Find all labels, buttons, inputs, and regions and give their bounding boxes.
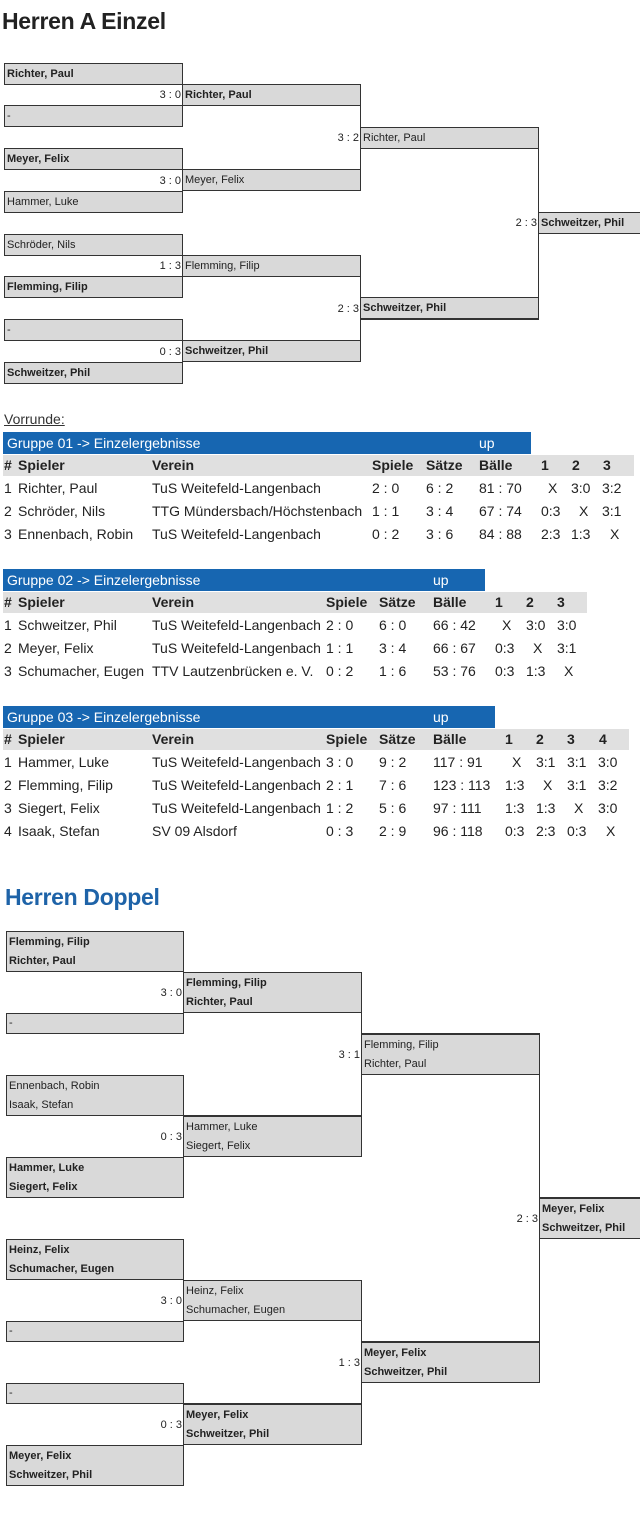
result: 3:1: [602, 503, 622, 519]
match-score: 1 : 3: [159, 260, 181, 272]
result: 1:3: [505, 777, 525, 793]
player-name: Flemming, Filip: [364, 1039, 439, 1051]
player-name: Siegert, Felix: [9, 1181, 78, 1193]
result: X: [579, 503, 589, 519]
player-name: Schweitzer, Phil: [9, 1469, 93, 1481]
player-name: Schröder, Nils: [18, 503, 106, 519]
match-score: 3 : 0: [159, 175, 181, 187]
result: X: [512, 754, 522, 770]
column-header: 3: [567, 731, 575, 747]
result: 3:1: [557, 640, 577, 656]
rank: 3: [4, 800, 12, 816]
up-link[interactable]: up: [433, 572, 449, 588]
sets: 9 : 2: [379, 754, 407, 770]
doubles-r1-slot: [6, 1445, 184, 1486]
bracket-line: [538, 148, 539, 213]
result: X: [610, 526, 620, 542]
column-header: Verein: [152, 457, 195, 473]
result: 0:3: [495, 640, 515, 656]
result: X: [543, 777, 553, 793]
result: 0:3: [505, 823, 525, 839]
player-name: Schumacher, Eugen: [186, 1304, 286, 1316]
result: 3:2: [598, 777, 618, 793]
bracket-line: [539, 1074, 540, 1198]
match-score: 0 : 3: [160, 1419, 182, 1431]
group-header[interactable]: [3, 569, 485, 591]
result: 0:3: [541, 503, 561, 519]
player-name: Meyer, Felix: [364, 1347, 427, 1359]
bracket-line: [538, 233, 539, 298]
games: 0 : 2: [326, 663, 354, 679]
balls: 66 : 42: [433, 617, 476, 633]
player-name: Richter, Paul: [363, 132, 426, 144]
doubles-r2-slot: [183, 1404, 362, 1445]
doubles-r1-slot: [6, 1321, 184, 1342]
column-header: Bälle: [433, 594, 467, 610]
final-score: 2 : 3: [515, 217, 537, 229]
up-link[interactable]: up: [479, 435, 495, 451]
sets: 3 : 6: [426, 526, 454, 542]
match-score: 3 : 0: [160, 1295, 182, 1307]
player-name: Hammer, Luke: [18, 754, 110, 770]
singles-title: Herren A Einzel: [2, 8, 166, 34]
result: 3:2: [602, 480, 622, 496]
rank: 1: [4, 617, 12, 633]
club: TuS Weitefeld-Langenbach: [152, 777, 321, 793]
result: 1:3: [526, 663, 546, 679]
games: 1 : 1: [326, 640, 354, 656]
bracket-line: [360, 105, 361, 127]
singles-r3-slot: [360, 127, 539, 149]
match-score: 0 : 3: [159, 346, 181, 358]
player-name: Schröder, Nils: [7, 239, 76, 251]
column-header: Spieler: [18, 457, 65, 473]
column-header: Verein: [152, 731, 195, 747]
player-name: Flemming, Filip: [7, 281, 88, 293]
singles-r1-slot: [4, 276, 183, 298]
column-header: #: [4, 457, 12, 473]
player-name: Richter, Paul: [185, 89, 252, 101]
player-name: Flemming, Filip: [185, 260, 260, 272]
player-name: Meyer, Felix: [185, 174, 245, 186]
column-header: Bälle: [433, 731, 467, 747]
group-title: Gruppe 01 -> Einzelergebnisse: [7, 435, 201, 451]
result: 3:1: [536, 754, 556, 770]
column-header: 4: [599, 731, 607, 747]
balls: 66 : 67: [433, 640, 476, 656]
column-header: 1: [541, 457, 549, 473]
column-header: Sätze: [379, 594, 416, 610]
player-name: Schweitzer, Phil: [185, 345, 269, 357]
match-score: 0 : 3: [160, 1131, 182, 1143]
player-name: Meyer, Felix: [542, 1203, 605, 1215]
club: TuS Weitefeld-Langenbach: [152, 640, 321, 656]
result: 1:3: [536, 800, 556, 816]
result: X: [574, 800, 584, 816]
rank: 3: [4, 526, 12, 542]
column-header: 2: [536, 731, 544, 747]
doubles-r1-slot: [6, 1239, 184, 1280]
match-score: 3 : 0: [160, 987, 182, 999]
column-header: #: [4, 731, 12, 747]
player-name: Isaak, Stefan: [9, 1099, 74, 1111]
player-name: Meyer, Felix: [18, 640, 94, 656]
result: 3:0: [598, 800, 618, 816]
singles-r2-slot: [182, 169, 361, 191]
player-name: Flemming, Filip: [18, 777, 113, 793]
player-name: Richter, Paul: [7, 68, 74, 80]
bracket-line: [361, 319, 539, 320]
doubles-r1-slot: [6, 931, 184, 972]
doubles-r1-slot: [6, 1383, 184, 1404]
player-name: Flemming, Filip: [186, 977, 267, 989]
singles-r1-slot: [4, 191, 183, 213]
column-header: Spieler: [18, 594, 65, 610]
column-header: 1: [505, 731, 513, 747]
player-name: Meyer, Felix: [7, 153, 70, 165]
player-name: Schweitzer, Phil: [542, 1222, 626, 1234]
table-header: [3, 455, 634, 476]
bracket-line: [539, 1238, 540, 1342]
column-header: #: [4, 594, 12, 610]
player-name: -: [7, 110, 11, 122]
singles-final-slot: [538, 212, 640, 234]
games: 2 : 0: [372, 480, 400, 496]
singles-r2-slot: [182, 340, 361, 362]
column-header: Spieler: [18, 731, 65, 747]
player-name: Siegert, Felix: [186, 1140, 251, 1152]
player-name: Richter, Paul: [9, 955, 76, 967]
group-header[interactable]: [3, 432, 531, 454]
games: 3 : 0: [326, 754, 354, 770]
result: 3:0: [598, 754, 618, 770]
balls: 67 : 74: [479, 503, 522, 519]
group-title: Gruppe 03 -> Einzelergebnisse: [7, 709, 201, 725]
column-header: 1: [495, 594, 503, 610]
player-name: Meyer, Felix: [9, 1450, 72, 1462]
singles-r3-slot: [360, 297, 539, 319]
singles-r1-slot: [4, 362, 183, 384]
player-name: -: [7, 324, 11, 336]
column-header: 3: [557, 594, 565, 610]
column-header: Verein: [152, 594, 195, 610]
match-score: 1 : 3: [338, 1357, 360, 1369]
sets: 3 : 4: [426, 503, 454, 519]
singles-r2-slot: [182, 255, 361, 277]
club: TuS Weitefeld-Langenbach: [152, 617, 321, 633]
doubles-final-slot: [539, 1198, 640, 1239]
player-name: Schweitzer, Phil: [7, 367, 91, 379]
column-header: Sätze: [426, 457, 463, 473]
games: 1 : 1: [372, 503, 400, 519]
bracket-line: [360, 148, 361, 190]
result: 1:3: [505, 800, 525, 816]
games: 0 : 3: [326, 823, 354, 839]
club: TuS Weitefeld-Langenbach: [152, 480, 321, 496]
column-header: Bälle: [479, 457, 513, 473]
player-name: Heinz, Felix: [186, 1285, 244, 1297]
up-link[interactable]: up: [433, 709, 449, 725]
sets: 6 : 0: [379, 617, 407, 633]
bracket-line: [361, 1074, 362, 1116]
result: X: [564, 663, 574, 679]
player-name: Flemming, Filip: [9, 936, 90, 948]
result: 3:1: [567, 754, 587, 770]
result: 3:0: [571, 480, 591, 496]
player-name: Richter, Paul: [18, 480, 98, 496]
rank: 1: [4, 480, 12, 496]
column-header: Spiele: [326, 731, 368, 747]
player-name: Meyer, Felix: [186, 1409, 249, 1421]
match-score: 2 : 3: [337, 303, 359, 315]
rank: 2: [4, 640, 12, 656]
doubles-r1-slot: [6, 1013, 184, 1034]
singles-r1-slot: [4, 319, 183, 341]
balls: 96 : 118: [433, 823, 483, 839]
result: 3:1: [567, 777, 587, 793]
result: X: [502, 617, 512, 633]
doubles-r2-slot: [183, 1280, 362, 1321]
rank: 2: [4, 503, 12, 519]
doubles-r1-slot: [6, 1157, 184, 1198]
player-name: Ennenbach, Robin: [9, 1080, 100, 1092]
singles-r1-slot: [4, 234, 183, 256]
result: 1:3: [571, 526, 591, 542]
player-name: Ennenbach, Robin: [18, 526, 134, 542]
doubles-r3-slot: [361, 1034, 540, 1075]
singles-r1-slot: [4, 63, 183, 85]
bracket-line: [361, 1012, 362, 1034]
player-name: Hammer, Luke: [186, 1121, 258, 1133]
sets: 2 : 9: [379, 823, 407, 839]
column-header: Sätze: [379, 731, 416, 747]
balls: 53 : 76: [433, 663, 476, 679]
player-name: Isaak, Stefan: [18, 823, 100, 839]
balls: 84 : 88: [479, 526, 522, 542]
player-name: Siegert, Felix: [18, 800, 100, 816]
column-header: Spiele: [326, 594, 368, 610]
doubles-title: Herren Doppel: [5, 884, 160, 910]
rank: 2: [4, 777, 12, 793]
club: TTG Mündersbach/Höchstenbach: [152, 503, 363, 519]
games: 0 : 2: [372, 526, 400, 542]
group-title: Gruppe 02 -> Einzelergebnisse: [7, 572, 201, 588]
sets: 5 : 6: [379, 800, 407, 816]
doubles-r3-slot: [361, 1342, 540, 1383]
result: 3:0: [526, 617, 546, 633]
player-name: Schweitzer, Phil: [363, 302, 447, 314]
final-score: 2 : 3: [516, 1213, 538, 1225]
player-name: -: [9, 1325, 13, 1337]
group-header[interactable]: [3, 706, 495, 728]
player-name: Richter, Paul: [186, 996, 253, 1008]
games: 2 : 1: [326, 777, 354, 793]
bracket-line: [361, 1382, 362, 1404]
bracket-line: [360, 276, 361, 298]
column-header: 2: [572, 457, 580, 473]
player-name: Hammer, Luke: [9, 1162, 85, 1174]
player-name: Schweitzer, Phil: [364, 1366, 448, 1378]
games: 2 : 0: [326, 617, 354, 633]
match-score: 3 : 2: [337, 132, 359, 144]
club: TuS Weitefeld-Langenbach: [152, 754, 321, 770]
games: 1 : 2: [326, 800, 354, 816]
balls: 97 : 111: [433, 800, 482, 816]
vorrunde-label: Vorrunde:: [4, 411, 65, 427]
match-score: 3 : 1: [338, 1049, 360, 1061]
result: X: [533, 640, 543, 656]
match-score: 3 : 0: [159, 89, 181, 101]
bracket-line: [361, 1320, 362, 1342]
club: SV 09 Alsdorf: [152, 823, 237, 839]
singles-r1-slot: [4, 105, 183, 127]
result: 2:3: [541, 526, 561, 542]
column-header: 2: [526, 594, 534, 610]
result: 2:3: [536, 823, 556, 839]
player-name: Schweitzer, Phil: [18, 617, 117, 633]
result: 0:3: [567, 823, 587, 839]
result: X: [548, 480, 558, 496]
sets: 1 : 6: [379, 663, 407, 679]
doubles-r2-slot: [183, 972, 362, 1013]
rank: 1: [4, 754, 12, 770]
bracket-line: [360, 319, 361, 341]
result: 0:3: [495, 663, 515, 679]
player-name: Hammer, Luke: [7, 196, 79, 208]
sets: 3 : 4: [379, 640, 407, 656]
club: TuS Weitefeld-Langenbach: [152, 526, 321, 542]
player-name: Schumacher, Eugen: [9, 1263, 115, 1275]
singles-r1-slot: [4, 148, 183, 170]
player-name: Heinz, Felix: [9, 1244, 70, 1256]
player-name: -: [9, 1387, 13, 1399]
doubles-r1-slot: [6, 1075, 184, 1116]
player-name: Richter, Paul: [364, 1058, 427, 1070]
result: X: [606, 823, 616, 839]
sets: 6 : 2: [426, 480, 454, 496]
rank: 3: [4, 663, 12, 679]
player-name: Schweitzer, Phil: [541, 217, 625, 229]
doubles-r2-slot: [183, 1116, 362, 1157]
column-header: Spiele: [372, 457, 414, 473]
player-name: -: [9, 1017, 13, 1029]
club: TuS Weitefeld-Langenbach: [152, 800, 321, 816]
result: 3:0: [557, 617, 577, 633]
column-header: 3: [603, 457, 611, 473]
balls: 117 : 91: [433, 754, 483, 770]
singles-r2-slot: [182, 84, 361, 106]
club: TTV Lautzenbrücken e. V.: [152, 663, 314, 679]
player-name: Schumacher, Eugen: [18, 663, 145, 679]
rank: 4: [4, 823, 12, 839]
balls: 81 : 70: [479, 480, 522, 496]
sets: 7 : 6: [379, 777, 407, 793]
balls: 123 : 113: [433, 777, 491, 793]
player-name: Schweitzer, Phil: [186, 1428, 270, 1440]
